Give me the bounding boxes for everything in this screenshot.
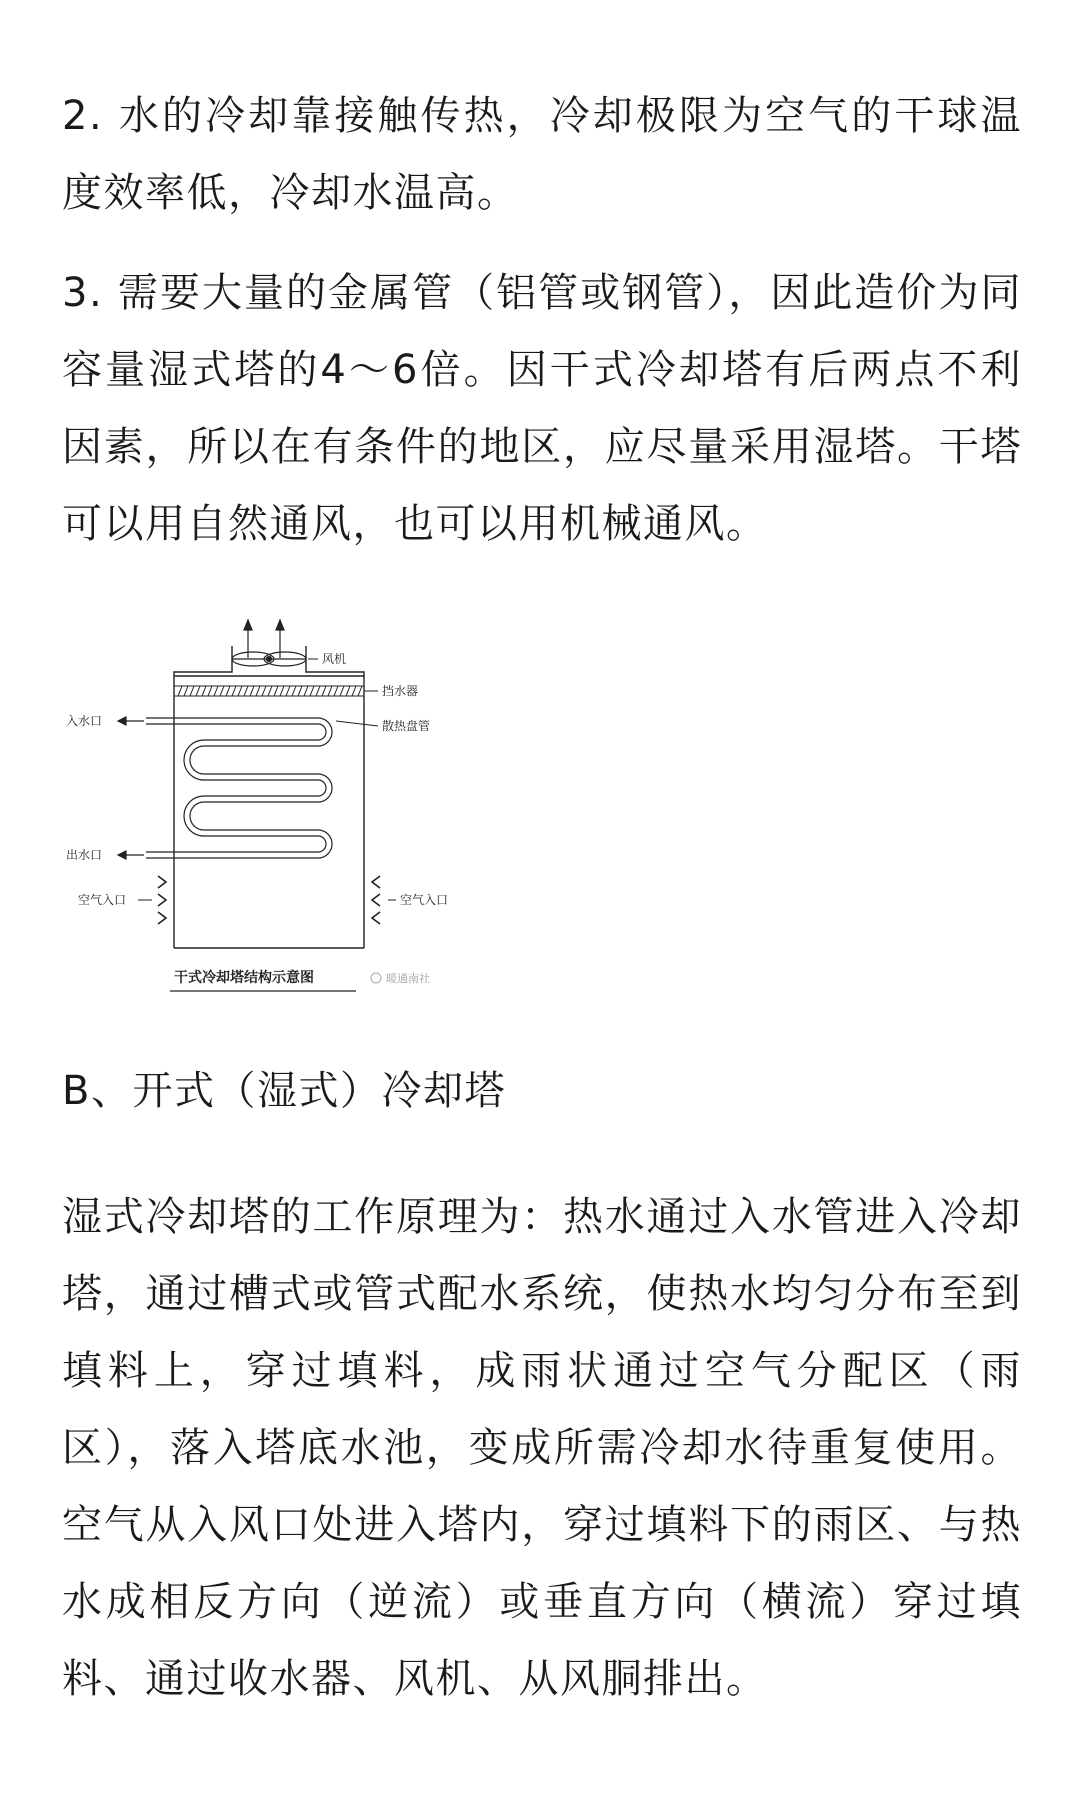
eliminator-label: 挡水器 bbox=[382, 684, 419, 698]
air-inlet-left-label: 空气入口 bbox=[78, 893, 127, 907]
figure-caption: 干式冷却塔结构示意图 bbox=[174, 970, 314, 986]
inlet-arrow-icon bbox=[118, 717, 126, 725]
inlet-label: 入水口 bbox=[66, 714, 103, 728]
section-heading-open-wet-tower: B、开式（湿式）冷却塔 bbox=[62, 1068, 506, 1114]
outlet-label: 出水口 bbox=[66, 848, 103, 862]
fan-label: 风机 bbox=[322, 652, 347, 666]
watermark: 暖通南社 bbox=[386, 972, 430, 985]
fan-icon bbox=[232, 652, 306, 666]
paragraph-wet-tower-principle: 湿式冷却塔的工作原理为：热水通过入水管进入冷却塔，通过槽式或管式配水系统，使热水均匀分布至到填料上，穿过填料，成雨状通过空气分配区（雨区），落入塔底水池，变成所需冷却水待重复使用。空气从入风口处进入塔内，穿过填料下的雨区、与热水成相反方向（逆流）或垂直方向（横流）穿过填料、通过收水器、风机、从风胴排出。 bbox=[62, 1194, 1022, 1702]
paragraph-dry-tower-cooling-limit: 2. 水的冷却靠接触传热，冷却极限为空气的干球温度效率低，冷却水温高。 bbox=[62, 93, 1022, 216]
air-inlet-louvers-left-icon bbox=[158, 876, 166, 924]
air-inlet-right-label: 空气入口 bbox=[400, 893, 449, 907]
dry-cooling-tower-diagram bbox=[60, 598, 500, 998]
paragraph-dry-tower-cost: 3. 需要大量的金属管（铝管或钢管），因此造价为同容量湿式塔的4～6倍。因干式冷却塔有后两点不利因素，所以在有条件的地区，应尽量采用湿塔。干塔可以用自然通风，也可以用机械通风。 bbox=[62, 270, 1022, 547]
watermark-icon bbox=[371, 973, 381, 983]
air-inlet-louvers-right-icon bbox=[372, 876, 380, 924]
outlet-arrow-icon bbox=[118, 851, 126, 859]
coil-label: 散热盘管 bbox=[382, 719, 431, 733]
eliminator-hatch bbox=[174, 686, 364, 696]
